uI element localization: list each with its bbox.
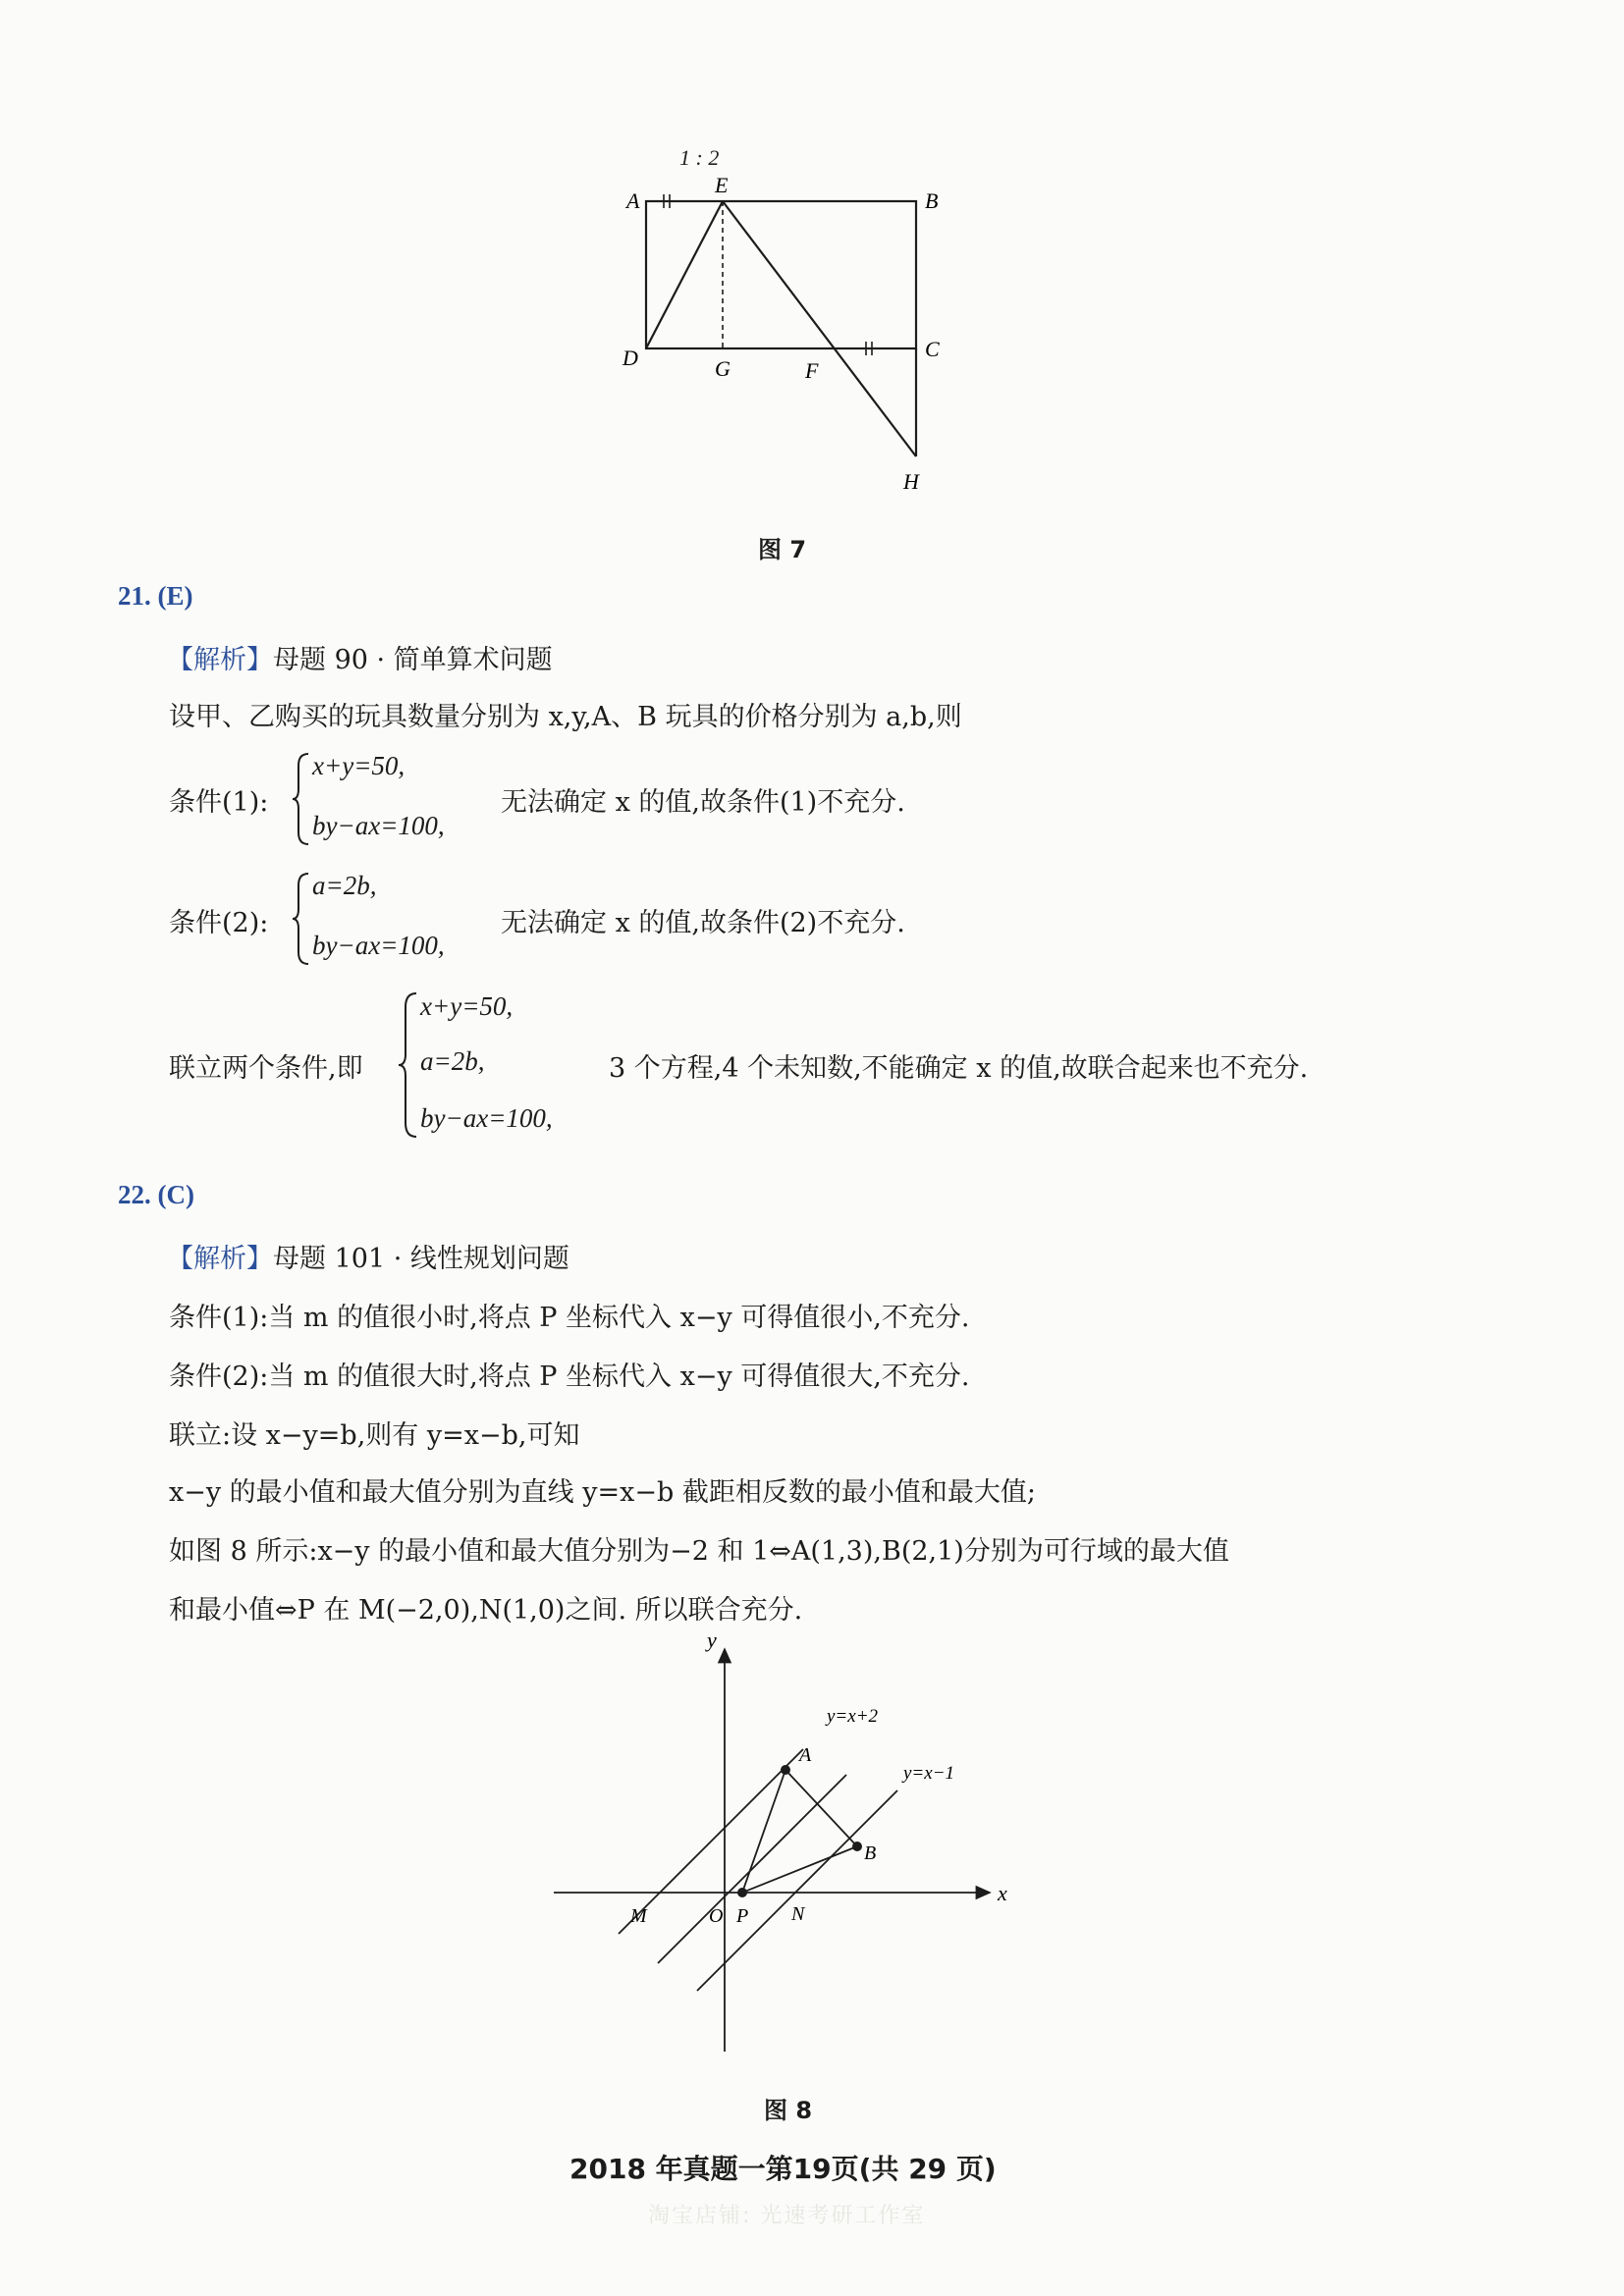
figure-7-caption: 图 7 [758, 536, 807, 563]
fig8-label-P: P [736, 1905, 749, 1927]
q21-cond1-label: 条件(1): [169, 787, 269, 818]
q21-number: 21. (E) [118, 581, 193, 611]
figure-8-caption: 图 8 [764, 2097, 813, 2124]
watermark: 淘宝店铺: 光速考研工作室 [648, 2204, 926, 2228]
fig7-rectangle [646, 201, 916, 348]
q21-joint-eq2: a=2b, [420, 1046, 485, 1076]
fig8-label-line2: y=x−1 [903, 1763, 955, 1784]
q22-analysis-tag: 【解析】 [167, 1244, 273, 1274]
fig7-label-F: F [805, 358, 819, 383]
q21-cond1-result: 无法确定 x 的值,故条件(1)不充分. [501, 787, 905, 818]
q22-source: 母题 101 · 线性规划问题 [273, 1244, 569, 1274]
fig8-line-lower [697, 1790, 897, 1991]
q21-joint-brace [397, 991, 420, 1139]
q21-cond1-brace [291, 752, 312, 846]
fig8-label-O: O [709, 1905, 724, 1927]
q22-line-2: 条件(2):当 m 的值很大时,将点 P 坐标代入 x−y 可得值很大,不充分. [169, 1362, 970, 1392]
fig8-label-M: M [630, 1905, 647, 1927]
figure-8 [550, 1629, 1021, 2061]
fig7-label-E: E [715, 173, 729, 197]
fig7-label-C: C [925, 337, 940, 361]
q21-source: 母题 90 · 简单算术问题 [273, 645, 553, 675]
fig7-label-B: B [925, 188, 939, 213]
q21-cond2-eq2: by−ax=100, [312, 931, 445, 960]
fig8-label-N: N [791, 1903, 805, 1925]
fig8-point-B [852, 1842, 862, 1851]
q21-analysis-header [167, 638, 553, 676]
q21-joint-eq1: x+y=50, [420, 991, 514, 1021]
fig7-label-D: D [623, 346, 638, 370]
q21-cond2-eq1: a=2b, [312, 871, 377, 900]
q21-cond2-label: 条件(2): [169, 908, 269, 938]
q22-line-5: 如图 8 所示:x−y 的最小值和最大值分别为−2 和 1⇔A(1,3),B(2,1)分别为可行域的最大值 [169, 1536, 1229, 1567]
fig8-label-A: A [799, 1744, 812, 1766]
q22-line-4: x−y 的最小值和最大值分别为直线 y=x−b 截距相反数的最小值和最大值; [169, 1477, 1036, 1508]
page-footer: 2018 年真题一第19页(共 29 页) [569, 2153, 997, 2185]
fig8-label-B: B [864, 1842, 877, 1864]
fig8-label-line1: y=x+2 [827, 1706, 879, 1727]
q22-line-6: 和最小值⇔P 在 M(−2,0),N(1,0)之间. 所以联合充分. [169, 1595, 803, 1626]
fig8-point-A [781, 1765, 790, 1775]
figure-7 [609, 137, 962, 520]
q22-line-3: 联立:设 x−y=b,则有 y=x−b,可知 [169, 1420, 580, 1451]
q21-cond2-result: 无法确定 x 的值,故条件(2)不充分. [501, 908, 905, 938]
fig7-line-DE [646, 201, 723, 348]
q21-joint-eq3: by−ax=100, [420, 1103, 553, 1133]
q21-analysis-tag: 【解析】 [167, 645, 273, 675]
fig7-label-A: A [626, 188, 640, 213]
q21-joint-result: 3 个方程,4 个未知数,不能确定 x 的值,故联合起来也不充分. [609, 1053, 1309, 1084]
fig7-label-G: G [715, 356, 731, 381]
fig7-line-EH [723, 201, 916, 456]
q22-number: 22. (C) [118, 1180, 194, 1209]
fig8-label-x: x [998, 1881, 1007, 1905]
q21-cond1-eq2: by−ax=100, [312, 811, 445, 840]
fig8-label-y: y [707, 1629, 717, 1652]
q21-intro: 设甲、乙购买的玩具数量分别为 x,y,A、B 玩具的价格分别为 a,b,则 [169, 702, 962, 732]
q22-analysis-header [167, 1237, 569, 1275]
fig7-ratio: 1 : 2 [679, 145, 720, 170]
q21-cond2-brace [291, 872, 312, 966]
fig7-label-H: H [903, 469, 919, 494]
fig8-point-P [737, 1888, 747, 1897]
q22-line-1: 条件(1):当 m 的值很小时,将点 P 坐标代入 x−y 可得值很小,不充分. [169, 1303, 970, 1333]
q21-cond1-eq1: x+y=50, [312, 751, 406, 780]
q21-joint-label: 联立两个条件,即 [169, 1053, 363, 1084]
